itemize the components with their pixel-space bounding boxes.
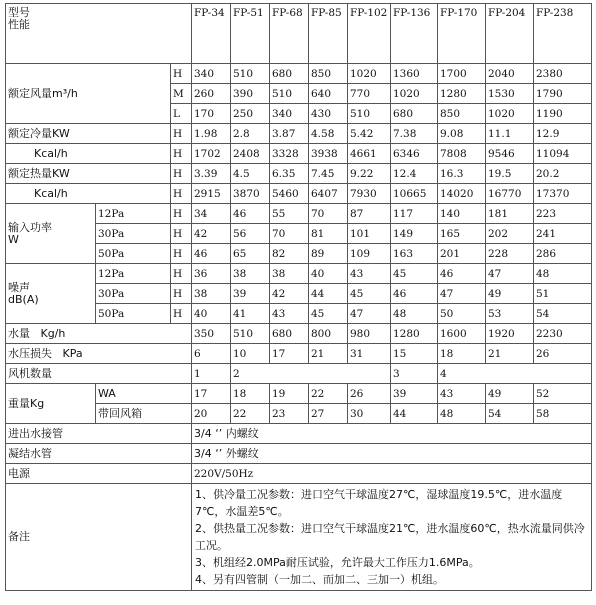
value-cell: 7808 — [438, 144, 486, 164]
value-cell: 55 — [270, 204, 309, 224]
value-cell: 5.42 — [348, 124, 391, 144]
value-cell: 3.39 — [192, 164, 231, 184]
remarks-content — [192, 484, 592, 591]
model-header: FP-34 — [192, 4, 231, 64]
value-cell: 430 — [309, 104, 348, 124]
value-cell: 53 — [486, 304, 534, 324]
value-cell: 26 — [534, 344, 592, 364]
value-cell: 6346 — [391, 144, 438, 164]
value-cell: 30 — [348, 404, 391, 424]
value-cell: 1020 — [348, 64, 391, 84]
table-row — [6, 384, 592, 404]
model-header: FP-102 — [348, 4, 391, 64]
value-cell: 19.5 — [486, 164, 534, 184]
value-cell: 2 — [231, 364, 391, 384]
value-cell: 52 — [534, 384, 592, 404]
cooling-kw-label: 额定冷量KW — [6, 124, 171, 144]
value-cell: 21 — [486, 344, 534, 364]
power-supply-value: 220V/50Hz — [192, 464, 592, 484]
value-cell: 47 — [438, 284, 486, 304]
water-flow-label: 水量 Kg/h — [6, 324, 192, 344]
value-cell: 19 — [270, 384, 309, 404]
table-row — [6, 204, 592, 224]
noise-label-text: 噪声 — [8, 280, 30, 294]
value-cell: 5460 — [270, 184, 309, 204]
value-cell: 3328 — [270, 144, 309, 164]
table-row — [6, 264, 592, 284]
table-row — [6, 484, 592, 591]
value-cell: 250 — [231, 104, 270, 124]
header-label-cell — [6, 4, 192, 64]
value-cell: 81 — [309, 224, 348, 244]
value-cell: 47 — [486, 264, 534, 284]
value-cell: 1790 — [534, 84, 592, 104]
value-cell: 26 — [348, 384, 391, 404]
power-supply-label: 电源 — [6, 464, 192, 484]
model-header: FP-238 — [534, 4, 592, 64]
weight-label: 重量Kg — [6, 384, 96, 424]
pressure-loss-label: 水压损失 KPa — [6, 344, 192, 364]
remark-line: 3、机组经2.0MPa耐压试验，允许最大工作压力1.6MPa。 — [195, 556, 480, 569]
value-cell: 1702 — [192, 144, 231, 164]
value-cell: 45 — [391, 264, 438, 284]
value-cell: 2408 — [231, 144, 270, 164]
value-cell: 1360 — [391, 64, 438, 84]
table-row — [6, 144, 592, 164]
table-row — [6, 424, 592, 444]
value-cell: 49 — [486, 284, 534, 304]
value-cell: 390 — [231, 84, 270, 104]
power-label-text: 输入功率 — [8, 220, 52, 234]
table-row — [6, 184, 592, 204]
value-cell: 58 — [534, 404, 592, 424]
value-cell: 680 — [270, 64, 309, 84]
value-cell: 1020 — [391, 84, 438, 104]
pressure-cell: 12Pa — [96, 204, 171, 224]
cooling-kcal-label: Kcal/h — [6, 144, 171, 164]
value-cell: 41 — [231, 304, 270, 324]
value-cell: 38 — [192, 284, 231, 304]
speed-cell: M — [171, 84, 192, 104]
table-row — [6, 64, 592, 84]
value-cell: 17370 — [534, 184, 592, 204]
value-cell: 47 — [348, 304, 391, 324]
value-cell: 45 — [309, 304, 348, 324]
value-cell: 1 — [192, 364, 231, 384]
value-cell: 170 — [192, 104, 231, 124]
value-cell: 16.3 — [438, 164, 486, 184]
value-cell: 39 — [231, 284, 270, 304]
value-cell: 6.35 — [270, 164, 309, 184]
inlet-pipe-label: 进出水接管 — [6, 424, 192, 444]
value-cell: 223 — [534, 204, 592, 224]
value-cell: 46 — [438, 264, 486, 284]
value-cell: 165 — [438, 224, 486, 244]
value-cell: 14020 — [438, 184, 486, 204]
value-cell: 1600 — [438, 324, 486, 344]
value-cell: 850 — [438, 104, 486, 124]
value-cell: 140 — [438, 204, 486, 224]
value-cell: 18 — [231, 384, 270, 404]
weight-type-cell: 带回风箱 — [96, 404, 192, 424]
value-cell: 163 — [391, 244, 438, 264]
value-cell: 117 — [391, 204, 438, 224]
value-cell: 70 — [309, 204, 348, 224]
value-cell: 7.45 — [309, 164, 348, 184]
value-cell: 2.8 — [231, 124, 270, 144]
value-cell: 54 — [534, 304, 592, 324]
weight-type-cell: WA — [96, 384, 192, 404]
value-cell: 640 — [309, 84, 348, 104]
value-cell: 340 — [270, 104, 309, 124]
speed-cell: H — [171, 64, 192, 84]
model-header: FP-170 — [438, 4, 486, 64]
value-cell: 23 — [270, 404, 309, 424]
table-row — [6, 344, 592, 364]
value-cell: 3870 — [231, 184, 270, 204]
value-cell: 27 — [309, 404, 348, 424]
pressure-cell: 12Pa — [96, 264, 171, 284]
header-title-model: 型号 — [8, 6, 30, 19]
value-cell: 42 — [270, 284, 309, 304]
value-cell: 12.4 — [391, 164, 438, 184]
value-cell: 89 — [309, 244, 348, 264]
speed-cell: H — [171, 144, 192, 164]
value-cell: 2380 — [534, 64, 592, 84]
value-cell: 45 — [348, 284, 391, 304]
table-row — [6, 324, 592, 344]
remark-line: 2、供热量工况参数：进口空气干球温度21℃，进水温度60℃，热水流量同供冷工况。 — [195, 522, 585, 552]
value-cell: 510 — [270, 84, 309, 104]
table-row — [6, 464, 592, 484]
value-cell: 38 — [270, 264, 309, 284]
value-cell: 241 — [534, 224, 592, 244]
pressure-cell: 50Pa — [96, 244, 171, 264]
value-cell: 181 — [486, 204, 534, 224]
value-cell: 70 — [270, 224, 309, 244]
model-header: FP-85 — [309, 4, 348, 64]
heating-kw-label: 额定热量KW — [6, 164, 171, 184]
value-cell: 9546 — [486, 144, 534, 164]
value-cell: 770 — [348, 84, 391, 104]
remark-line: 1、供冷量工况参数：进口空气干球温度27℃，湿球温度19.5℃，进水温度7℃，水温差5℃。 — [195, 488, 563, 518]
value-cell: 56 — [231, 224, 270, 244]
value-cell: 149 — [391, 224, 438, 244]
value-cell: 3938 — [309, 144, 348, 164]
model-header: FP-51 — [231, 4, 270, 64]
table-row — [6, 164, 592, 184]
speed-cell: H — [171, 204, 192, 224]
speed-cell: H — [171, 244, 192, 264]
speed-cell: H — [171, 124, 192, 144]
value-cell: 7.38 — [391, 124, 438, 144]
speed-cell: H — [171, 224, 192, 244]
value-cell: 40 — [192, 304, 231, 324]
value-cell: 2915 — [192, 184, 231, 204]
value-cell: 10665 — [391, 184, 438, 204]
value-cell: 340 — [192, 64, 231, 84]
value-cell: 6 — [192, 344, 231, 364]
value-cell: 46 — [192, 244, 231, 264]
value-cell: 54 — [486, 404, 534, 424]
value-cell: 850 — [309, 64, 348, 84]
airflow-label: 额定风量m³/h — [6, 64, 171, 124]
value-cell: 1020 — [486, 104, 534, 124]
speed-cell: H — [171, 184, 192, 204]
heating-kcal-label: Kcal/h — [6, 184, 171, 204]
value-cell: 87 — [348, 204, 391, 224]
value-cell: 20 — [192, 404, 231, 424]
value-cell: 228 — [486, 244, 534, 264]
value-cell: 1530 — [486, 84, 534, 104]
value-cell: 65 — [231, 244, 270, 264]
remarks-label: 备注 — [6, 484, 192, 591]
value-cell: 9.22 — [348, 164, 391, 184]
value-cell: 350 — [192, 324, 231, 344]
pressure-cell: 30Pa — [96, 284, 171, 304]
value-cell: 17 — [192, 384, 231, 404]
value-cell: 48 — [438, 404, 486, 424]
value-cell: 510 — [231, 324, 270, 344]
value-cell: 202 — [486, 224, 534, 244]
condensate-pipe-label: 凝结水管 — [6, 444, 192, 464]
value-cell: 980 — [348, 324, 391, 344]
value-cell: 510 — [231, 64, 270, 84]
value-cell: 800 — [309, 324, 348, 344]
value-cell: 4 — [438, 364, 592, 384]
value-cell: 48 — [391, 304, 438, 324]
value-cell: 42 — [192, 224, 231, 244]
value-cell: 50 — [438, 304, 486, 324]
value-cell: 12.9 — [534, 124, 592, 144]
value-cell: 49 — [486, 384, 534, 404]
noise-label — [6, 264, 96, 324]
speed-cell: L — [171, 104, 192, 124]
value-cell: 109 — [348, 244, 391, 264]
value-cell: 4661 — [348, 144, 391, 164]
value-cell: 4.5 — [231, 164, 270, 184]
value-cell: 44 — [391, 404, 438, 424]
value-cell: 10 — [231, 344, 270, 364]
model-header: FP-204 — [486, 4, 534, 64]
value-cell: 44 — [309, 284, 348, 304]
value-cell: 21 — [309, 344, 348, 364]
model-header: FP-68 — [270, 4, 309, 64]
pressure-cell: 30Pa — [96, 224, 171, 244]
value-cell: 1280 — [438, 84, 486, 104]
pressure-cell: 50Pa — [96, 304, 171, 324]
value-cell: 36 — [192, 264, 231, 284]
value-cell: 201 — [438, 244, 486, 264]
value-cell: 15 — [391, 344, 438, 364]
value-cell: 46 — [391, 284, 438, 304]
value-cell: 38 — [231, 264, 270, 284]
value-cell: 6407 — [309, 184, 348, 204]
value-cell: 40 — [309, 264, 348, 284]
table-row — [6, 364, 592, 384]
value-cell: 260 — [192, 84, 231, 104]
value-cell: 286 — [534, 244, 592, 264]
spec-table — [5, 3, 592, 591]
value-cell: 1700 — [438, 64, 486, 84]
speed-cell: H — [171, 264, 192, 284]
value-cell: 46 — [231, 204, 270, 224]
value-cell: 43 — [270, 304, 309, 324]
noise-unit-text: dB(A) — [8, 292, 39, 306]
fan-count-label: 风机数量 — [6, 364, 192, 384]
speed-cell: H — [171, 284, 192, 304]
value-cell: 3.87 — [270, 124, 309, 144]
value-cell: 4.58 — [309, 124, 348, 144]
value-cell: 510 — [348, 104, 391, 124]
table-row — [6, 444, 592, 464]
inlet-pipe-value: 3/4 ‘’ 内螺纹 — [192, 424, 592, 444]
value-cell: 18 — [438, 344, 486, 364]
value-cell: 48 — [534, 264, 592, 284]
value-cell: 680 — [270, 324, 309, 344]
remark-line: 4、另有四管制（一加二、而加二、三加一）机组。 — [195, 573, 444, 586]
value-cell: 101 — [348, 224, 391, 244]
power-label — [6, 204, 96, 264]
value-cell: 16770 — [486, 184, 534, 204]
condensate-pipe-value: 3/4 ‘’ 外螺纹 — [192, 444, 592, 464]
value-cell: 1920 — [486, 324, 534, 344]
value-cell: 3 — [391, 364, 438, 384]
value-cell: 1280 — [391, 324, 438, 344]
value-cell: 82 — [270, 244, 309, 264]
value-cell: 51 — [534, 284, 592, 304]
value-cell: 43 — [348, 264, 391, 284]
value-cell: 34 — [192, 204, 231, 224]
value-cell: 9.08 — [438, 124, 486, 144]
value-cell: 17 — [270, 344, 309, 364]
value-cell: 1.98 — [192, 124, 231, 144]
value-cell: 2230 — [534, 324, 592, 344]
value-cell: 11.1 — [486, 124, 534, 144]
speed-cell: H — [171, 164, 192, 184]
table-row — [6, 124, 592, 144]
value-cell: 11094 — [534, 144, 592, 164]
model-header: FP-136 — [391, 4, 438, 64]
power-unit-text: W — [8, 232, 19, 246]
value-cell: 22 — [231, 404, 270, 424]
header-row — [6, 4, 592, 64]
value-cell: 20.2 — [534, 164, 592, 184]
value-cell: 680 — [391, 104, 438, 124]
value-cell: 43 — [438, 384, 486, 404]
value-cell: 31 — [348, 344, 391, 364]
header-title-performance: 性能 — [8, 18, 30, 31]
value-cell: 22 — [309, 384, 348, 404]
value-cell: 39 — [391, 384, 438, 404]
value-cell: 7930 — [348, 184, 391, 204]
speed-cell: H — [171, 304, 192, 324]
value-cell: 2040 — [486, 64, 534, 84]
value-cell: 1190 — [534, 104, 592, 124]
